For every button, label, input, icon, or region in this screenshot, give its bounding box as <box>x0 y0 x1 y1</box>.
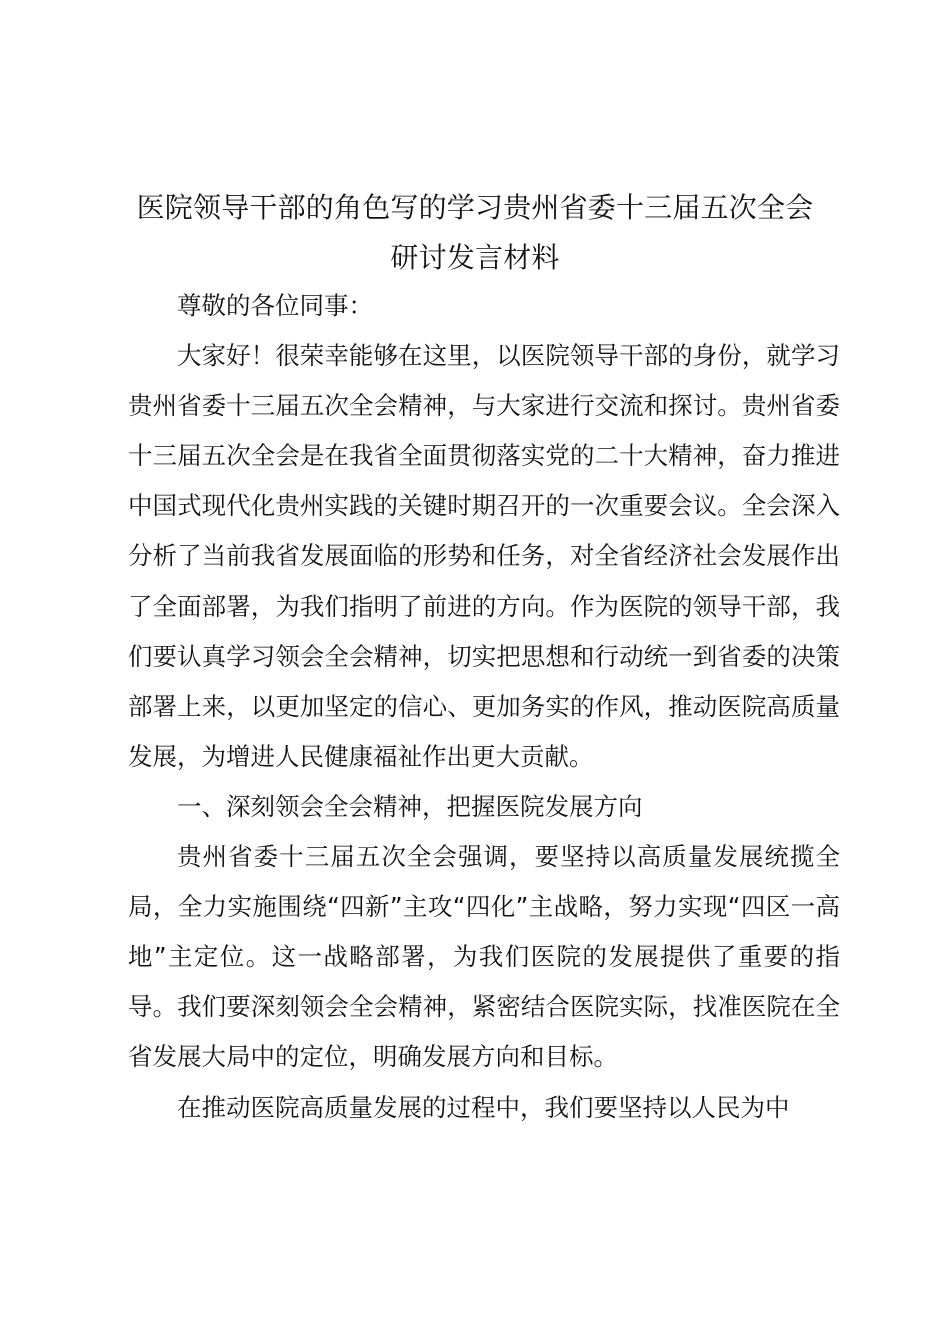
document-body <box>128 281 840 1133</box>
paragraph-section-1: 贵州省委十三届五次全会强调，要坚持以高质量发展统揽全局，全力实施围绕“四新”主攻“四化”主战略，努力实现“四区一高地”主定位。这一战略部署，为我们医院的发展提供了重要的指导。我们要深刻领会全会精神，紧密结合医院实际，找准医院在全省发展大局中的定位，明确发展方向和目标。 <box>128 842 840 1072</box>
paragraph-intro: 大家好！很荣幸能够在这里，以医院领导干部的身份，就学习贵州省委十三届五次全会精神，与大家进行交流和探讨。贵州省委十三届五次全会是在我省全面贯彻落实党的二十大精神，奋力推进中国式现代化贵州实践的关键时期召开的一次重要会议。全会深入分析了当前我省发展面临的形势和任务，对全省经济社会发展作出了全面部署，为我们指明了前进的方向。作为医院的领导干部，我们要认真学习领会全会精神，切实把思想和行动统一到省委的决策部署上来，以更加坚定的信心、更加务实的作风，推动医院高质量发展，为增进人民健康福祉作出更大贡献。 <box>128 341 840 771</box>
title-line-1: 医院领导干部的角色写的学习贵州省委十三届五次全会 <box>136 191 814 224</box>
document-title <box>120 183 830 283</box>
title-line-2: 研讨发言材料 <box>390 241 560 274</box>
salutation: 尊敬的各位同事： <box>177 291 373 320</box>
section-heading-1: 一、深刻领会全会精神，把握医院发展方向 <box>177 791 643 821</box>
paragraph-continued: 在推动医院高质量发展的过程中，我们要坚持以人民为中 <box>177 1092 790 1122</box>
